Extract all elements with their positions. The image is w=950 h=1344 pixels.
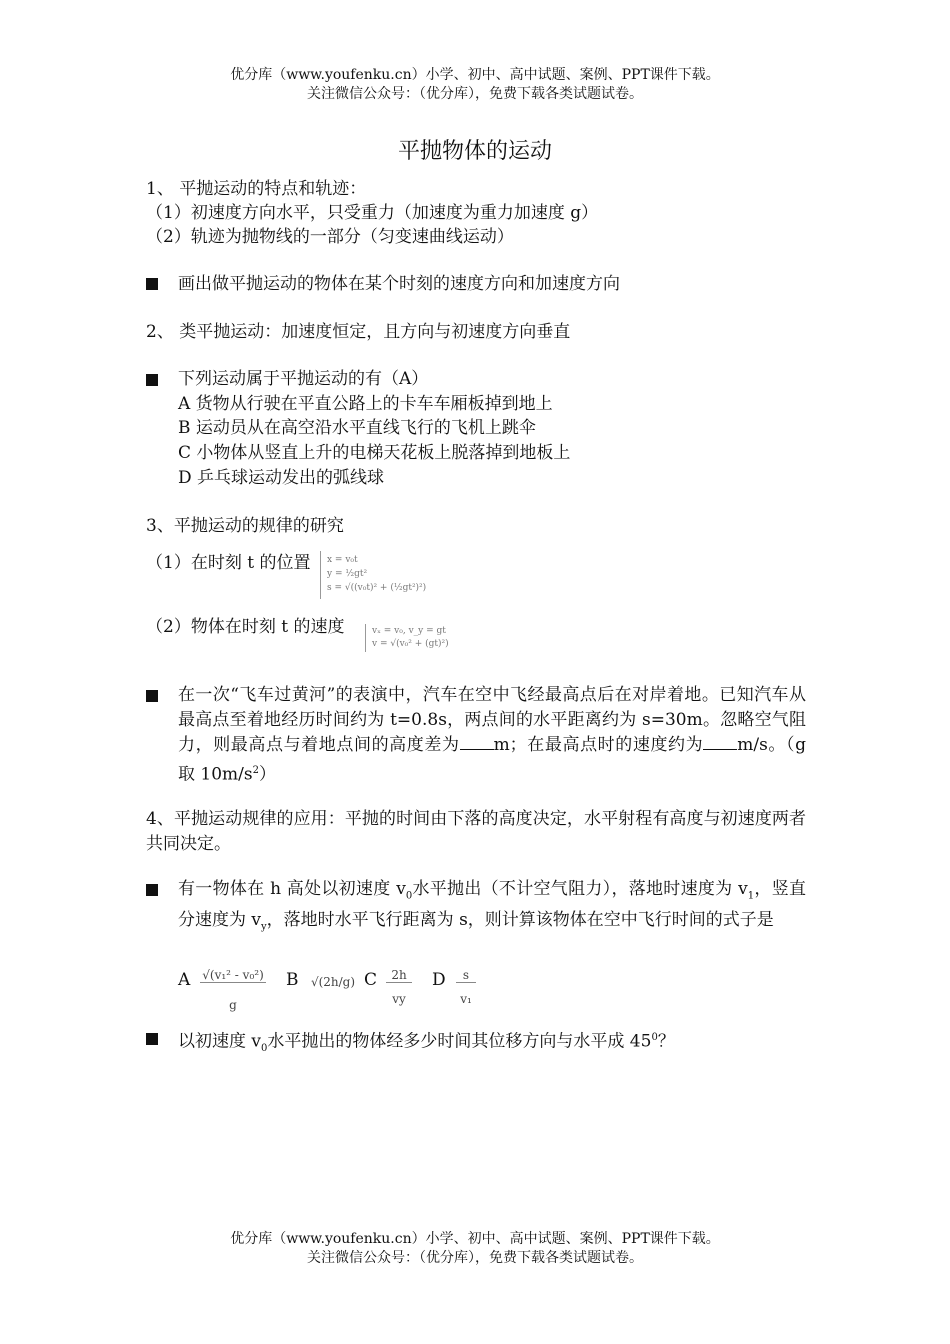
option-a: A 货物从行驶在平直公路上的卡车车厢板掉到地上 (178, 394, 553, 414)
bullet-square (146, 278, 158, 290)
question-stem: 下列运动属于平抛运动的有（A） (178, 369, 429, 389)
choice-d-label: D (432, 970, 446, 990)
position-equations (320, 551, 511, 599)
problem-45-degrees: 以初速度 $v_0$水平抛出的物体经多少时间其位移方向与水平成 $45^0$？ (178, 1031, 675, 1055)
problem-flight-time: 有一物体在 h 高处以初速度 $v_0$水平抛出（不计空气阻力），落地时速度为 $v_1$，竖直分速度为 $v_y$，落地时水平飞行距离为 s，则计算该物体在空中飞行时间的式子是 (178, 879, 807, 933)
page-title: 平抛物体的运动 (397, 139, 552, 164)
bullet-square (146, 374, 158, 386)
position-label: （1）在时刻 t 的位置 (146, 553, 311, 573)
section-3-heading: 3、平抛运动的规律的研究 (146, 516, 344, 536)
choice-d-numerator: s (456, 968, 476, 983)
choice-a-numerator: √(v₁² - v₀²) (200, 968, 266, 983)
option-d: D 乒乓球运动发出的弧线球 (178, 468, 385, 488)
choice-c-denominator: vy (392, 992, 406, 1006)
equation-s: s = √((v₀t)² + (½gt²)²) (327, 583, 427, 593)
section-1-point-1: （1）初速度方向水平，只受重力（加速度为重力加速度 g） (146, 203, 599, 223)
section-4-text: 4、平抛运动规律的应用：平抛的时间由下落的高度决定，水平射程有高度与初速度两者共同决定。 (146, 809, 806, 854)
answer-blank-speed (703, 733, 737, 750)
choice-c-label: C (364, 970, 378, 990)
footer-line-1: 优分库（www.youfenku.cn）小学、初中、高中试题、案例、PPT课件下载。 (230, 1231, 720, 1247)
section-1-point-2: （2）轨迹为抛物线的一部分（匀变速曲线运动） (146, 227, 514, 247)
problem-flying-car: 在一次“飞车过黄河”的表演中，汽车在空中飞经最高点后在对岸着地。已知汽车从最高点至着地经历时间约为 t=0.8s，两点间的水平距离约为 s=30m。忽略空气阻力，则最高点与着地点间的高度差为 m；在最高点时的速度约为 m/s。（g 取 $10m/s^2$） (178, 685, 806, 785)
velocity-equations (365, 624, 526, 652)
option-b: B 运动员从在高空沿水平直线飞行的飞机上跳伞 (178, 418, 536, 438)
choice-c-numerator: 2h (386, 968, 412, 983)
header-line-2: 关注微信公众号：（优分库），免费下载各类试题试卷。 (307, 86, 643, 102)
option-c: C 小物体从竖直上升的电梯天花板上脱落掉到地板上 (178, 443, 571, 463)
section-2-heading: 2、 类平抛运动：加速度恒定，且方向与初速度方向垂直 (146, 322, 571, 342)
equation-y: y = ½gt² (327, 569, 368, 579)
answer-blank-height (460, 733, 494, 750)
section-1-heading: 1、 平抛运动的特点和轨迹： (146, 179, 367, 199)
choice-a-label: A (178, 970, 191, 990)
choice-b-label: B (286, 970, 299, 990)
equation-vx-vy: vₓ = v₀, v_y = gt (372, 626, 446, 636)
equation-x: x = v₀t (327, 555, 358, 565)
header-line-1: 优分库（www.youfenku.cn）小学、初中、高中试题、案例、PPT课件下载。 (230, 67, 720, 83)
bullet-square (146, 1033, 158, 1045)
bullet-square (146, 690, 158, 702)
choice-a-denominator: g (229, 998, 237, 1012)
velocity-label: （2）物体在时刻 t 的速度 (146, 617, 345, 637)
choice-b-expression: √(2h/g) (310, 975, 356, 989)
equation-v: v = √(v₀² + (gt)²) (372, 639, 449, 649)
task-draw-directions: 画出做平抛运动的物体在某个时刻的速度方向和加速度方向 (178, 274, 620, 294)
bullet-square (146, 884, 158, 896)
choice-d-denominator: v₁ (460, 992, 472, 1006)
footer-line-2: 关注微信公众号：（优分库），免费下载各类试题试卷。 (307, 1250, 643, 1266)
